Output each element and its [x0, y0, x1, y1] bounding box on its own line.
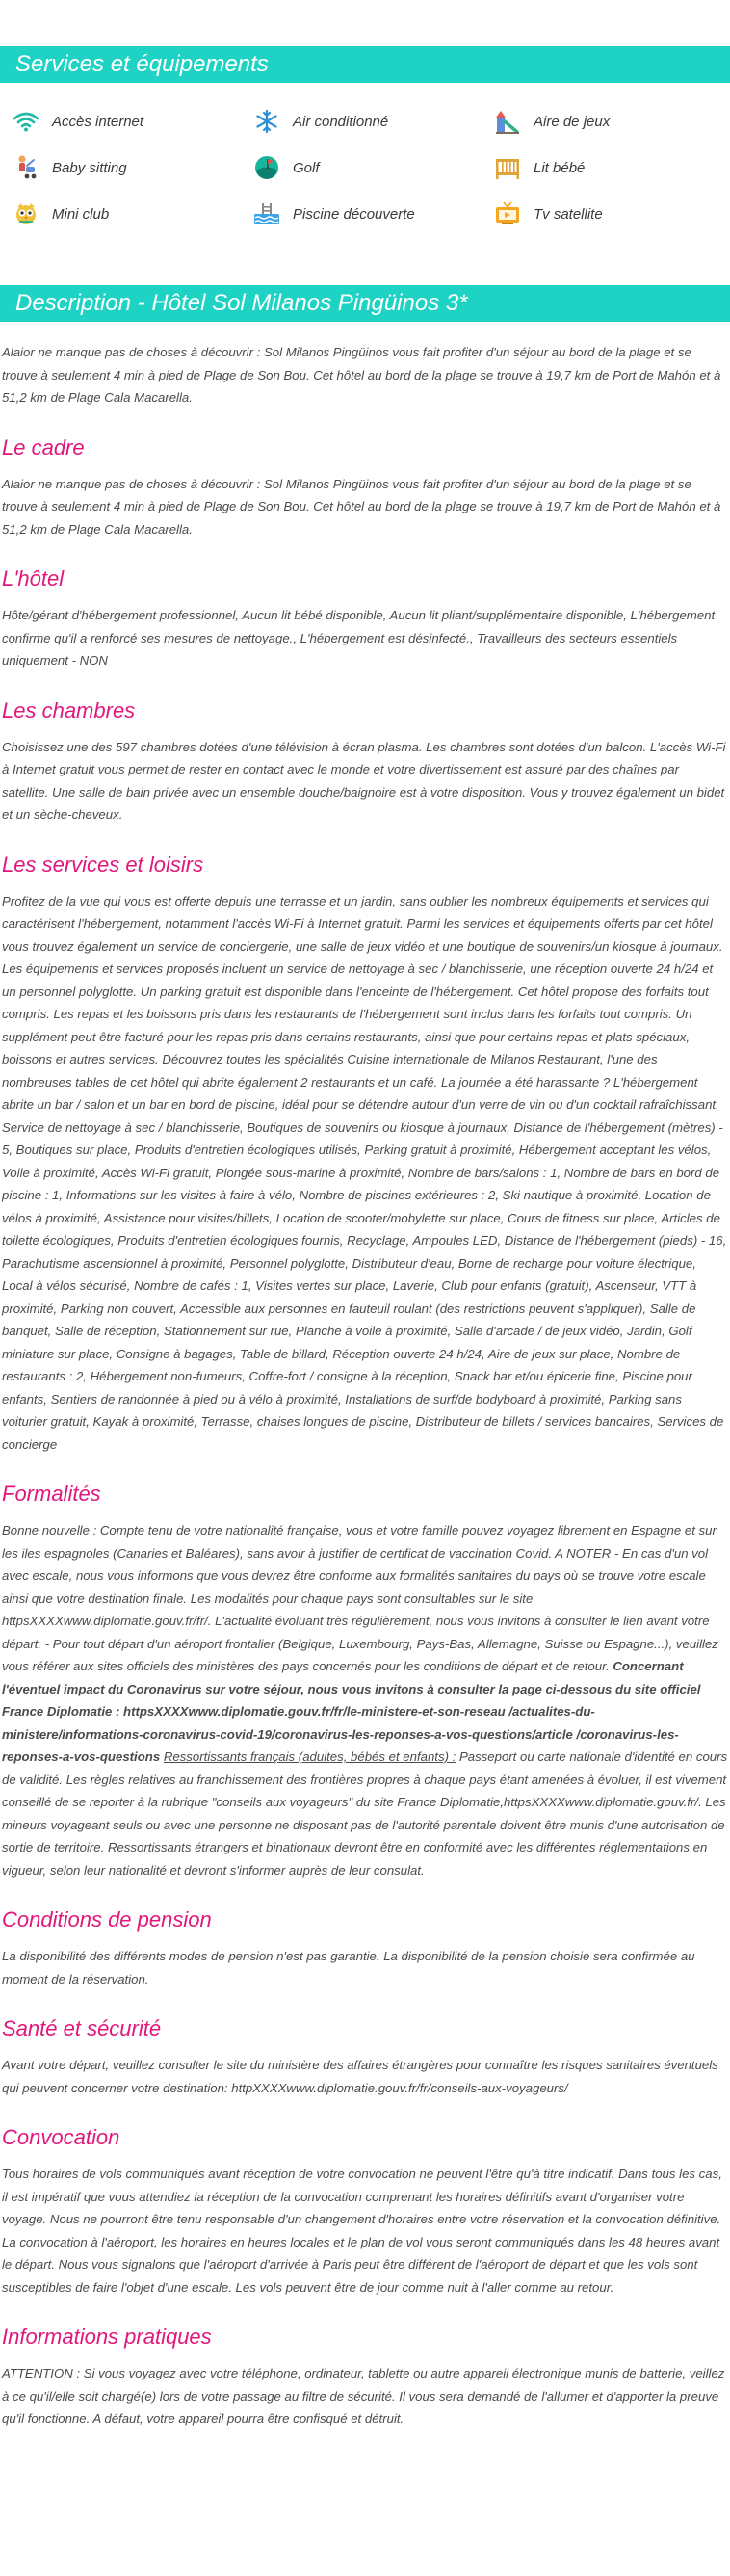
section-text-chambres: Choisissez une des 597 chambres dotées d'une télévision à écran plasma. Les chambres sont dotées d'un balcon. L'accès Wi-Fi à Internet gratuit vous permet de rester en contact avec le monde et votre divertissement est assuré par des chaînes par satellite. Une salle de bain privée avec un ensemble douche/baignoire est à votre disposition. Vous y trouvez également un bidet et un sèche-cheveux. [2, 739, 726, 822]
service-air-conditioning [252, 98, 493, 145]
section-text-sante: Avant votre départ, veuillez consulter le site du ministère des affaires étrangères pour connaître les risques sanitaires éventuels qui peuvent concerner votre destination: httpXXXXwww.diplomatie.gouv.fr/fr/conseils-aux-voyageurs/ [2, 2058, 718, 2095]
section-title-pension: Conditions de pension [2, 1907, 212, 1932]
description-intro: Alaior ne manque pas de choses à découvrir : Sol Milanos Pingüinos vous fait profiter d'un séjour au bord de la plage et se trouve à seulement 4 min à pied de Plage de Son Bou. Cet hôtel au bord de la plage se trouve à 19,7 km de Port de Mahón et à 51,2 km de Plage Cala Macarella. [2, 345, 721, 405]
services-grid [0, 83, 730, 237]
stroller-icon [12, 153, 40, 182]
service-label: Baby sitting [52, 159, 127, 176]
section-title-services-loisirs: Les services et loisirs [2, 852, 204, 877]
services-banner: Services et équipements [0, 46, 730, 83]
formalites-underline-french: Ressortissants français (adultes, bébés et enfants) : [163, 1749, 456, 1764]
formalites-text-3: devront être en conformité avec les différentes réglementations en vigueur, selon leur nationalité et devront s'informer auprès de leur consulat. [2, 1840, 708, 1878]
service-crib [493, 145, 730, 191]
playground-icon [493, 107, 522, 136]
service-label: Air conditionné [293, 113, 389, 130]
description-content [0, 341, 730, 2431]
pool-icon [252, 199, 281, 228]
golf-icon [252, 153, 281, 182]
service-baby-sitting [12, 145, 252, 191]
service-playground [493, 98, 730, 145]
formalites-text-1: Bonne nouvelle : Compte tenu de votre nationalité française, vous et votre famille pouvez voyagez librement en Espagne et sur les iles espagnoles (Canaries et Baléares), sans avoir à justifier de certificat de vaccination Covid. A NOTER - En cas d'un vol avec escale, nous vous informons que vous devrez être conforme aux formalités sanitaires du pays où se trouve votre escale ainsi que votre destination finale. Les modalités pour chaque pays sont consultables sur le site httpsXXXXwww.diplomatie.gouv.fr/fr/. L'actualité évoluant très régulièrement, nous vous invitons à consulter le lien avant votre départ. - Pour tout départ d'un aéroport frontalier (Belgique, Luxembourg, Pays-Bas, Allemagne, Suisse ou Espagne...), veuillez vous référer aux sites officiels des ministères des pays concernés pour les conditions de départ et de retour. [2, 1523, 718, 1673]
service-mini-club [12, 191, 252, 237]
service-outdoor-pool [252, 191, 493, 237]
service-satellite-tv [493, 191, 730, 237]
section-title-hotel: L'hôtel [2, 566, 65, 591]
section-title-sante: Santé et sécurité [2, 2016, 162, 2040]
formalites-bold-notice: Concernant l'éventuel impact du Coronavirus sur votre séjour, nous vous invitons à consulter la page ci-dessous du site officiel France Diplomatie : httpsXXXXwww.diplomatie.gouv.fr/fr/le-ministere-et-son-reseau /actualites-du-ministere/informations-coronavirus-covid-19/coronavirus-les-reponses-a-vos-questions/article /coronavirus-les-reponses-a-vos-questions [2, 1659, 701, 1764]
formalites-text-2: Passeport ou carte nationale d'identité en cours de validité. Les règles relatives au franchissement des frontières propres à chaque pays étant amenées à évoluer, il est vivement conseillé de se reporter à la rubrique "conseils aux voyageurs" du site France Diplomatie,httpsXXXXwww.diplomatie.gouv.fr/. Les mineurs voyageant seuls ou avec une personne ne disposant pas de l'autorité parentale doivent être munis d'une autorisation de sortie de territoire. [2, 1749, 728, 1854]
section-title-formalites: Formalités [2, 1482, 101, 1506]
tv-icon [493, 199, 522, 228]
section-title-pratiques: Informations pratiques [2, 2325, 212, 2349]
service-label: Piscine découverte [293, 205, 415, 223]
section-text-pension: La disponibilité des différents modes de pension n'est pas garantie. La disponibilité de la pension choisie sera confirmée au moment de la réservation. [2, 1949, 695, 1986]
snowflake-icon [252, 107, 281, 136]
service-internet [12, 98, 252, 145]
section-text-cadre: Alaior ne manque pas de choses à découvrir : Sol Milanos Pingüinos vous fait profiter d'un séjour au bord de la plage et se trouve à seulement 4 min à pied de Plage de Son Bou. Cet hôtel au bord de la plage se trouve à 19,7 km de Port de Mahón et à 51,2 km de Plage Cala Macarella. [2, 476, 721, 537]
section-title-cadre: Le cadre [2, 434, 85, 460]
service-label: Aire de jeux [534, 113, 611, 130]
section-text-pratiques: ATTENTION : Si vous voyagez avec votre téléphone, ordinateur, tablette ou autre appareil électronique munis de batterie, veillez à ce qu'il/elle soit chargé(e) lors de votre passage au filtre de sécurité. Il vous sera demandé de l'allumer et d'apporter la preuve qu'il fonctionne. A défaut, votre appareil pourra être confisqué et détruit. [2, 2366, 725, 2426]
service-golf [252, 145, 493, 191]
section-text-formalites [2, 1519, 728, 1881]
wifi-icon [12, 107, 40, 136]
service-label: Lit bébé [534, 159, 586, 176]
owl-icon [12, 199, 40, 228]
section-title-convocation: Convocation [2, 2125, 120, 2149]
section-title-chambres: Les chambres [2, 697, 136, 723]
description-banner: Description - Hôtel Sol Milanos Pingüinos 3* [0, 285, 730, 322]
service-label: Tv satellite [534, 205, 603, 223]
service-label: Mini club [52, 205, 110, 223]
service-label: Golf [293, 159, 320, 176]
section-text-convocation: Tous horaires de vols communiqués avant réception de votre convocation ne peuvent l'être qu'à titre indicatif. Dans tous les cas, il est impératif que vous attendiez la réception de la convocation comprenant les horaires définitifs avant d'organiser votre voyage. Nous ne pourront être tenu responsable d'un changement d'horaires entre votre réservation et la convocation définitive. La convocation à l'aéroport, les horaires en heures locales et le plan de vol vous seront communiqués dans les 48 heures avant le départ. Nous vous signalons que l'aéroport d'arrivée à Paris peut être différent de l'aéroport de départ et que les vols sont susceptibles de faire l'objet d'une escale. Les vols peuvent être de jour comme nuit à l'aller comme au retour. [2, 2167, 722, 2295]
section-text-services-loisirs: Profitez de la vue qui vous est offerte depuis une terrasse et un jardin, sans oublier les nombreux équipements et services qui caractérisent l'hébergement, notamment l'accès Wi-Fi à Internet gratuit. Parmi les services et équipements offerts par cet hôtel vous trouvez également un service de conciergerie, une salle de jeux vidéo et une boutique de souvenirs/un kiosque à journaux. Les équipements et services proposés incluent un service de nettoyage à sec / blanchisserie, une réception ouverte 24 h/24 et un personnel polyglotte. Un parking gratuit est disponible dans l'enceinte de l'hébergement. Cet hôtel propose des forfaits tout compris. Les repas et les boissons pris dans les restaurants de l'hébergement sont inclus dans les forfaits tout compris. Un supplément peut être facturé pour les repas pris dans certains restaurants, ainsi que pour certains repas et plats spéciaux, boissons et autres services. Découvrez toutes les spécialités Cuisine internationale de Milanos Restaurant, l'une des nombreuses tables de cet hôtel qui abrite également 2 restaurants et un café. La journée a été harassante ? L'hébergement abrite un bar / salon et un bar en bord de piscine, idéal pour se détendre autour d'un verre de vin ou d'un cocktail rafraîchissant. Service de nettoyage à sec / blanchisserie, Boutiques de souvenirs ou kiosque à journaux, Distance de l'hébergement (mètres) - 5, Boutiques sur place, Produits d'entretien écologiques utilisés, Parking gratuit à proximité, Hébergement acceptant les vélos, Voile à proximité, Accès Wi-Fi gratuit, Plongée sous-marine à proximité, Nombre de bars/salons : 1, Nombre de bars en bord de piscine : 1, Informations sur les visites à faire à vélo, Nombre de piscines extérieures : 2, Ski nautique à proximité, Location de vélos à proximité, Assistance pour visites/billets, Location de scooter/mobylette sur place, Cours de fitness sur place, Articles de toilette écologiques, Produits d'entretien écologiques fournis, Recyclage, Ampoules LED, Distance de l'hébergement (pieds) - 16, Parachutisme ascensionnel à proximité, Personnel polyglotte, Distributeur d'eau, Borne de recharge pour voiture électrique, Local à vélos sécurisé, Nombre de cafés : 1, Visites vertes sur place, Laverie, Club pour enfants (gratuit), Ascenseur, VTT à proximité, Parking non couvert, Accessible aux personnes en fauteuil roulant (des restrictions peuvent s'appliquer), Salle de banquet, Salle de réception, Stationnement sur rue, Planche à voile à proximité, Salle d'arcade / de jeux vidéo, Jardin, Golf miniature sur place, Consigne à bagages, Table de billard, Réception ouverte 24 h/24, Aire de jeux sur place, Nombre de restaurants : 2, Hébergement non-fumeurs, Coffre-fort / consigne à la réception, Snack bar et/ou épicerie fine, Piscine pour enfants, Sentiers de randonnée à pied ou à vélo à proximité, Installations de surf/de bodyboard à proximité, Parking sans voiturier gratuit, Kayak à proximité, Terrasse, chaises longues de piscine, Distributeur de billets / services bancaires, Services de concierge [2, 893, 727, 1452]
service-label: Accès internet [52, 113, 144, 130]
crib-icon [493, 153, 522, 182]
section-text-hotel: Hôte/gérant d'hébergement professionnel, Aucun lit bébé disponible, Aucun lit pliant/supplémentaire disponible, L'hébergement confirme qu'il a renforcé ses mesures de nettoyage., L'hébergement est désinfecté., Travailleurs des secteurs essentiels uniquement - NON [2, 608, 716, 668]
formalites-underline-foreign: Ressortissants étrangers et binationaux [107, 1840, 331, 1854]
